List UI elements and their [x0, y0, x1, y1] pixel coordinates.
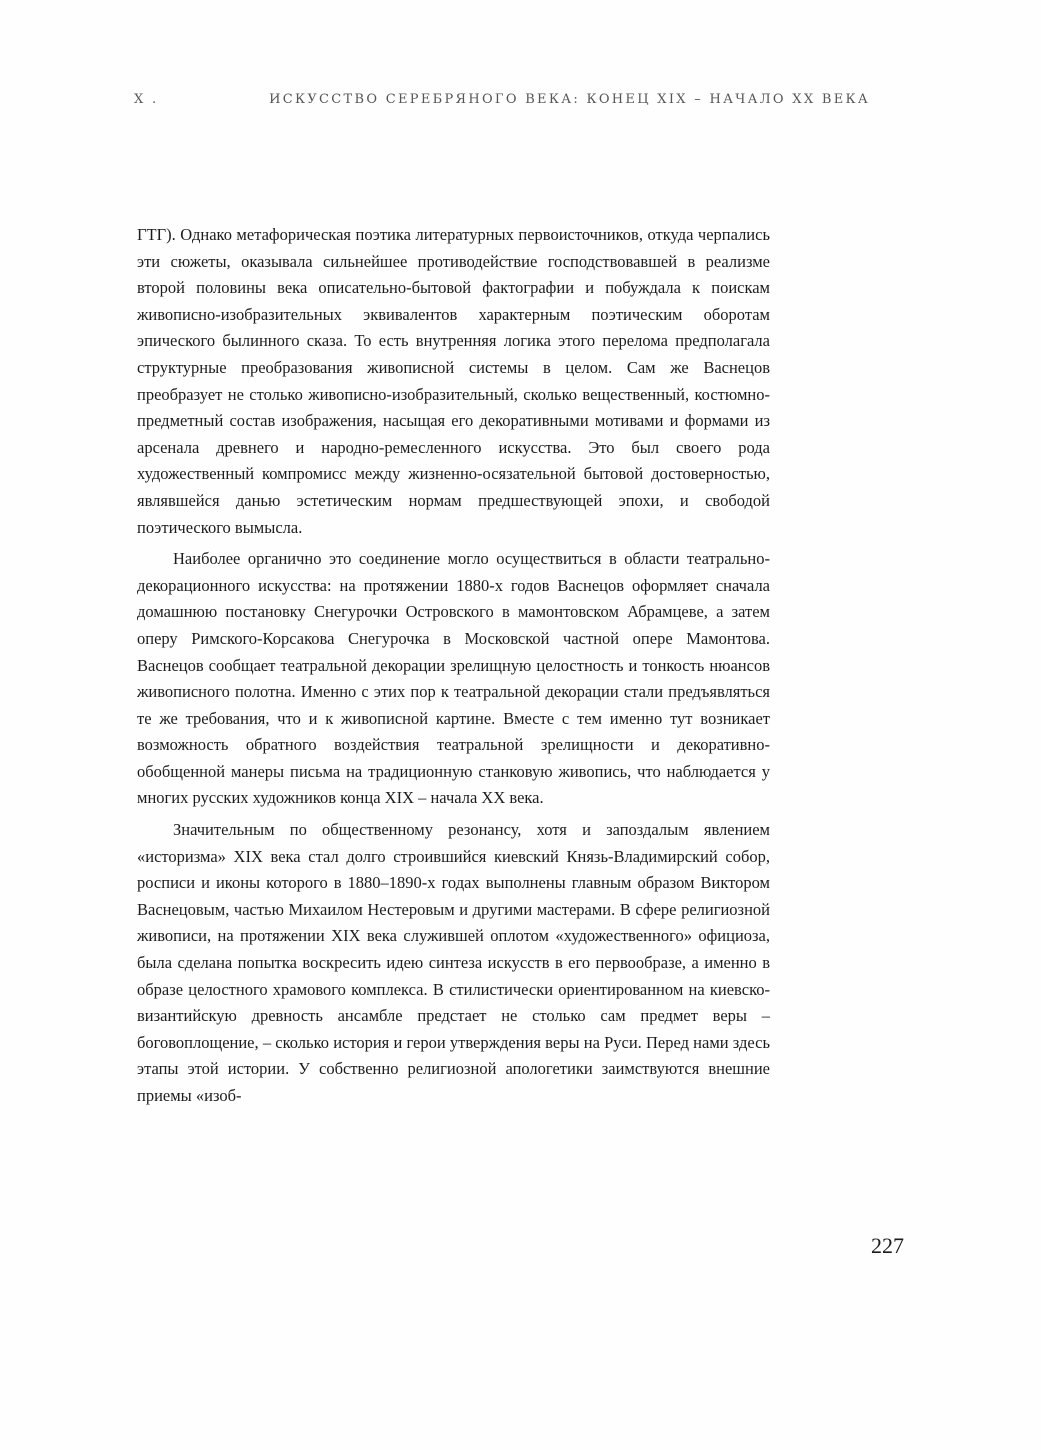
running-title: ИСКУССТВО СЕРЕБРЯНОГО ВЕКА: КОНЕЦ XIX – НАЧАЛО XX ВЕКА — [269, 92, 870, 107]
paragraph-3: Значительным по общественному резонансу, хотя и запоздалым явлением «историзма» XIX века стал долго строившийся киевский Князь-Владимирский собор, росписи и иконы которого в 1880–1890-х годах выполнены главным образом Виктором Васнецовым, частью Михаилом Нестеровым и другими мастерами. В сфере религиозной живописи, на протяжении XIX века служившей оплотом «художественного» официоза, была сделана попытка воскресить идею синтеза искусств в его первообразе, а именно в образе целостного храмового комплекса. В стилистически ориентированном на киевско-византийскую древность ансамбле предстает не столько сам предмет веры – боговоплощение, – сколько история и герои утверждения веры на Руси. Перед нами здесь этапы этой истории. У собственно религиозной апологетики заимствуются внешние приемы «изоб- — [137, 820, 770, 1105]
body-text — [137, 222, 770, 1115]
running-header — [134, 92, 870, 114]
section-marker: X . — [134, 92, 159, 107]
paragraph-2: Наиболее органично это соединение могло осуществиться в области театрально-декорационного искусства: на протяжении 1880-х годов Васнецов оформляет сначала домашнюю постановку Снегурочки Островского в мамонтовском Абрамцеве, а затем оперу Римского-Корсакова Снегурочка в Московской частной опере Мамонтова. Васнецов сообщает театральной декорации зрелищную целостность и тонкость нюансов живописного полотна. Именно с этих пор к театральной декорации стали предъявляться те же требования, что и к живописной картине. Вместе с тем именно тут возникает возможность обратного воздействия театральной зрелищности и декоративно-обобщенной манеры письма на традиционную станковую живопись, что наблюдается у многих русских художников конца XIX – начала XX века. — [137, 549, 770, 808]
page-number: 227 — [871, 1233, 904, 1258]
paragraph-1: ГТГ). Однако метафорическая поэтика литературных первоисточников, откуда черпались эти сюжеты, оказывала сильнейшее противодействие господствовавшей в реализме второй половины века описательно-бытовой фактографии и побуждала к поискам живописно-изобразительных эквивалентов характерным поэтическим оборотам эпического былинного сказа. То есть внутренняя логика этого перелома предполагала структурные преобразования живописной системы в целом. Сам же Васнецов преобразует не столько живописно-изобразительный, сколько вещественный, костюмно-предметный состав изображения, насыщая его декоративными мотивами и формами из арсенала древнего и народно-ремесленного искусства. Это был своего рода художественный компромисс между жизненно-осязательной бытовой достоверностью, являвшейся данью эстетическим нормам предшествующей эпохи, и свободой поэтического вымысла. — [137, 225, 770, 537]
